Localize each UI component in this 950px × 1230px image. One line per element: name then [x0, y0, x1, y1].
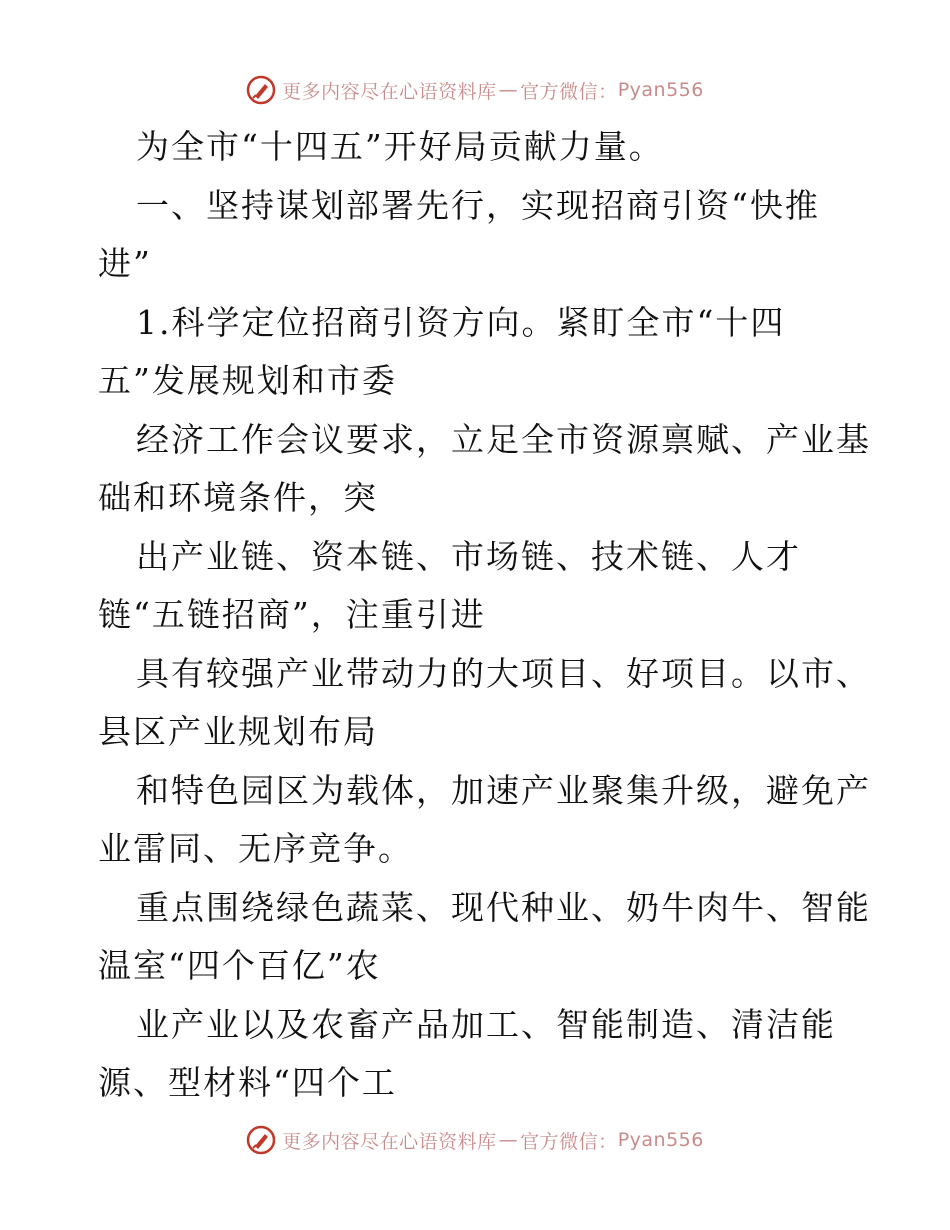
watermark-brand: 更多内容尽在心语资料库	[282, 80, 497, 103]
body-line: 温室“四个百亿”农	[98, 946, 381, 985]
body-line: 为全市“十四五”开好局贡献力量。	[136, 127, 664, 166]
footer-watermark	[0, 1120, 950, 1160]
body-line: 1.科学定位招商引资方向。紧盯全市“十四	[136, 302, 786, 342]
section-heading-line: 一、坚持谋划部署先行，实现招商引资“快推	[136, 185, 820, 225]
watermark-dash: —	[498, 1129, 519, 1151]
body-line: 链“五链招商”，注重引进	[98, 595, 486, 634]
pen-nib-logo-icon	[246, 75, 276, 105]
watermark-id: Pyan556	[617, 1129, 704, 1151]
body-line: 五”发展规划和市委	[98, 361, 397, 400]
body-line: 县区产业规划布局	[98, 712, 378, 751]
body-line: 源、型材料“四个工	[98, 1063, 397, 1102]
body-line: 重点围绕绿色蔬菜、现代种业、奶牛肉牛、智能	[136, 887, 871, 927]
pen-nib-logo-icon	[246, 1125, 276, 1155]
header-watermark	[0, 70, 950, 110]
body-line: 和特色园区为载体，加速产业聚集升级，避免产	[136, 770, 871, 810]
watermark-official: 官方微信：	[520, 1130, 618, 1153]
section-heading-line: 进”	[98, 244, 152, 283]
document-body	[98, 118, 871, 1113]
body-line: 具有较强产业带动力的大项目、好项目。以市、	[136, 653, 871, 693]
body-line: 业产业以及农畜产品加工、智能制造、清洁能	[136, 1004, 836, 1044]
body-line: 经济工作会议要求，立足全市资源禀赋、产业基	[136, 419, 871, 459]
watermark-brand: 更多内容尽在心语资料库	[282, 1130, 497, 1153]
body-line: 业雷同、无序竞争。	[98, 829, 413, 868]
body-line: 础和环境条件，突	[98, 478, 378, 517]
watermark-official: 官方微信：	[520, 80, 618, 103]
watermark-id: Pyan556	[617, 79, 704, 101]
watermark-dash: —	[498, 79, 519, 101]
body-line: 出产业链、资本链、市场链、技术链、人才	[136, 536, 801, 576]
